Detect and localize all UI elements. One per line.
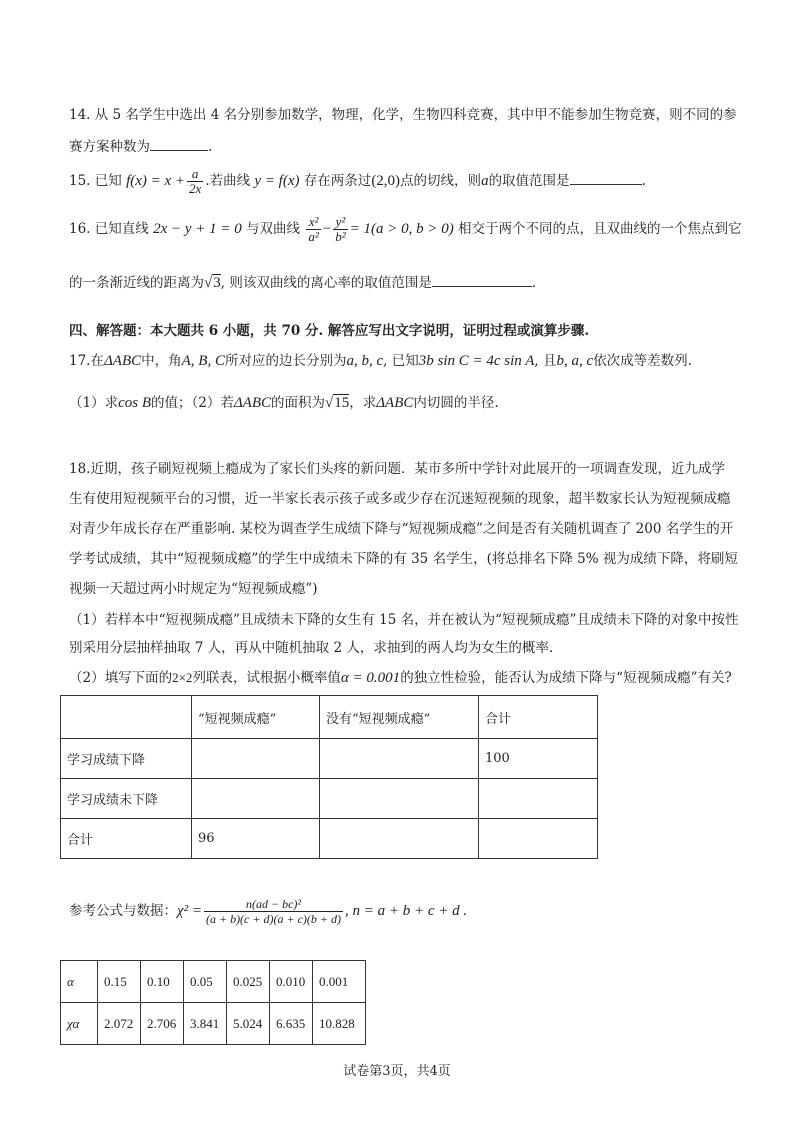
chi-square-table [60,960,366,1045]
table-cell: 0.010 [270,961,313,1003]
table-cell: 5.024 [227,1003,270,1045]
table-cell [61,696,192,739]
page-footer: 试卷第3页，共4页 [343,1064,451,1079]
section-heading: 四、解答题：本大题共 6 小题，共 70 分. 解答应写出文字说明，证明过程或演算步骤. [69,323,590,339]
table-cell [479,819,598,859]
table-cell: 0.05 [184,961,227,1003]
table-cell: χα [61,1003,98,1045]
table-cell: 0.001 [313,961,366,1003]
table-cell: 6.635 [270,1003,313,1045]
table-cell [320,739,479,779]
table-cell: α [61,961,98,1003]
q16-line1: 16. 已知直线 2x − y + 1 = 0 与双曲线 $\frac{\text{x²}}{\text{a²}}$ − $\frac{\text{y²}}{\text{b²}}$ = 1(a > 0, b > 0) 相交于两个不同的点，且双曲线的一个焦点到它 [69,214,742,244]
q18-sub1b: 别采用分层抽样抽取 7 人，再从中随机抽取 2 人，求抽到的两人均为女生的概率. [69,640,554,656]
table-cell: 学习成绩未下降 [61,779,192,819]
table-cell: 合计 [479,696,598,739]
table-row [61,696,598,739]
table-cell [192,739,320,779]
table-cell: 100 [479,739,598,779]
table-cell: 3.841 [184,1003,227,1045]
table-cell: 2.706 [141,1003,184,1045]
table-cell: 96 [192,819,320,859]
q18-sub2: （2）填写下面的2×2列联表，试根据小概率值α = 0.001的独立性检验，能否认为成绩下降与“短视频成瘾”有关? [69,670,732,686]
table-row [61,739,598,779]
q14-line1: 14. 从 5 名学生中选出 4 名分别参加数学，物理，化学，生物四科竞赛，其中甲不能参加生物竞赛，则不同的参 [69,107,737,123]
q17-line1: 17.在ΔABC中，角A, B, C所对应的边长分别为a, b, c, 已知3b sin C = 4c sin A, 且b, a, c依次成等差数列. [69,353,692,369]
q18-sub1a: （1）若样本中“短视频成瘾”且成绩未下降的女生有 15 名，并在被认为“短视频成瘾”且成绩未下降的对象中按性 [69,612,739,628]
q18-p5: 视频一天超过两小时规定为“短视频成瘾”) [69,581,318,597]
table-cell: 0.10 [141,961,184,1003]
q18-p2: 生有使用短视频平台的习惯，近一半家长表示孩子或多或少存在沉迷短视频的现象，超半数家长认为短视频成瘾 [69,491,731,507]
table-row [61,961,366,1003]
table-cell [320,779,479,819]
table-cell: 学习成绩下降 [61,739,192,779]
table-cell: 10.828 [313,1003,366,1045]
table-cell: 没有“短视频成瘾” [320,696,479,739]
table-cell: “短视频成瘾” [192,696,320,739]
table-row [61,1003,366,1045]
q16-line2: 的一条渐近线的距离为√3, 则该双曲线的离心率的取值范围是 . [69,272,536,292]
table-cell [479,779,598,819]
reference-formula: 参考公式与数据：χ² = $\frac{\text{n(ad − bc)²}}{(a + b)(c + d)(a + c)(b + d)}$ , n = a + b + c + d . [69,897,468,926]
q14-line2: 赛方案种数为 . [69,136,212,156]
q17-line2: （1）求cos B的值；（2）若ΔABC的面积为√15，求ΔABC内切圆的半径. [69,395,499,411]
q18-p4: 学考试成绩，其中“短视频成瘾”的学生中成绩未下降的有 35 名学生，(将总排名下降 5% 视为成绩下降，将刷短 [69,551,738,567]
table-cell: 合计 [61,819,192,859]
table-cell: 0.025 [227,961,270,1003]
table-row [61,819,598,859]
table-cell [320,819,479,859]
table-cell: 2.072 [98,1003,141,1045]
q15: 15. 已知 f(x) = x + $\frac{a}{2x}$ .若曲线 y = f(x) 存在两条过(2,0)点的切线，则a的取值范围是 . [69,166,646,196]
table-cell [192,779,320,819]
q18-p3: 对青少年成长存在严重影响. 某校为调查学生成绩下降与“短视频成瘾”之间是否有关随机调查了 200 名学生的开 [69,521,734,537]
table-cell: 0.15 [98,961,141,1003]
contingency-table [60,695,598,859]
q18-p1: 18.近期，孩子刷短视频上瘾成为了家长们头疼的新问题．某市多所中学针对此展开的一项调查发现，近九成学 [69,461,725,477]
table-row [61,779,598,819]
